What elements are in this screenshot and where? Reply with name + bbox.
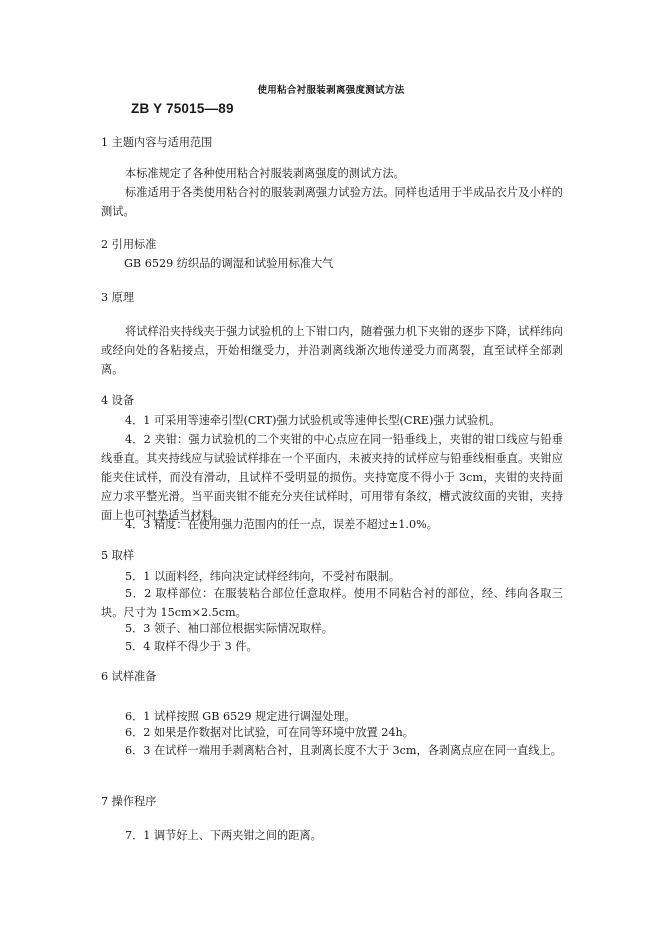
- document-title: 使用粘合衬服装剥离强度测试方法: [257, 85, 405, 96]
- section-6-heading: 6 试样准备: [101, 670, 157, 683]
- section-4-heading: 4 设备: [101, 394, 135, 407]
- section-2-heading: 2 引用标准: [101, 238, 157, 251]
- section-4-item-1: 4．1 可采用等速牵引型(CRT)强力试验机或等速伸长型(CRE)强力试验机。: [125, 414, 501, 427]
- standard-code: ZB Y 75015—89: [131, 101, 234, 116]
- section-1-heading: 1 主题内容与适用范围: [101, 136, 213, 149]
- section-4-item-3: 4．3 精度：在使用强力范围内的任一点，误差不超过±1.0%。: [125, 518, 438, 531]
- section-5-item-2: 5．2 取样部位：在服装粘合部位任意取样。使用不同粘合衬的部位，经、纬向各取三块。尺寸为 15cm×2.5cm。: [101, 587, 563, 619]
- section-5-heading: 5 取样: [101, 549, 135, 562]
- section-5-item-4: 5．4 取样不得少于 3 件。: [125, 640, 258, 653]
- section-6-item-1: 6．1 试样按照 GB 6529 规定进行调湿处理。: [125, 710, 356, 723]
- section-1-paragraph-2: 标准适用于各类使用粘合衬的服装剥离强力试验方法。同样也适用于半成品衣片及小样的测试。: [101, 186, 563, 218]
- section-5-item-1: 5．1 以面料经，纬向决定试样经纬向，不受衬布限制。: [125, 570, 401, 583]
- section-3-paragraph: 将试样沿夹持线夹于强力试验机的上下钳口内，随着强力机下夹钳的逐步下降，试样纬向或经向处的各粘接点，开始相继受力，并沿剥离线渐次地传递受力而离裂，直至试样全部剥离。: [101, 325, 563, 376]
- section-1-paragraph-1: 本标准规定了各种使用粘合衬服装剥离强度的测试方法。: [125, 167, 405, 180]
- section-4-item-2: 4．2 夹钳：强力试验机的二个夹钳的中心点应在同一铅垂线上，夹钳的钳口线应与铅垂线垂直。其夹持线应与试验试样排在一个平面内，未被夹持的试样应与铅垂线相垂直。夹钳应能夹住试样，而没有滑动，且试样不受明显的损伤。夹持宽度不得小于 3cm，夹钳的夹持面应力求平整光滑。当平面夹钳不能充分夹住试样时，可用带有条纹，槽式波纹面的夹钳，夹持面上也可衬垫适当材料。: [101, 433, 563, 522]
- section-6-item-2: 6．2 如果是作数据对比试验，可在同等环境中放置 24h。: [125, 726, 414, 739]
- section-7-item-1: 7．1 调节好上、下两夹钳之间的距离。: [125, 829, 322, 842]
- section-6-item-3: 6．3 在试样一端用手剥离粘合衬，且剥离长度不大于 3cm，各剥离点应在同一直线上。: [125, 744, 562, 757]
- section-2-reference: GB 6529 纺织品的调湿和试验用标准大气: [124, 257, 334, 270]
- section-3-heading: 3 原理: [101, 291, 135, 304]
- section-7-heading: 7 操作程序: [101, 795, 157, 808]
- section-5-item-3: 5．3 领子、袖口部位根据实际情况取样。: [125, 622, 333, 635]
